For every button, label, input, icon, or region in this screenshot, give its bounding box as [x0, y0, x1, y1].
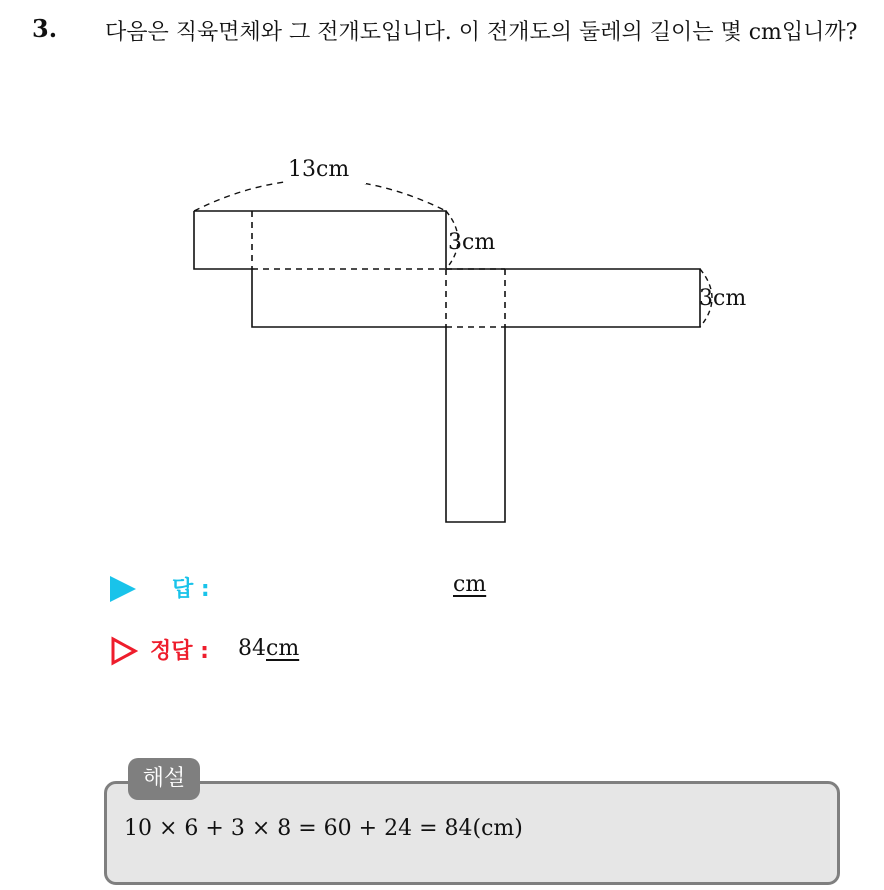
play-arrow-icon [110, 576, 136, 602]
answer-label: 답 : [172, 577, 210, 602]
correct-value [238, 636, 299, 661]
correct-unit: cm [266, 636, 300, 661]
dimension-arc-top [194, 180, 446, 212]
correct-answer-row [108, 634, 528, 670]
correct-label: 정답 : [150, 639, 209, 664]
explanation-formula: 10 × 6 + 3 × 8 = 60 + 24 = 84(cm) [124, 816, 523, 841]
answer-blank[interactable]: cm [453, 572, 487, 597]
label-3cm-1: 3cm [448, 230, 496, 255]
question-number: 3. [32, 14, 58, 43]
question-text: 다음은 직육면체와 그 전개도입니다. 이 전개도의 둘레의 길이는 몇 cm입니까? [105, 20, 858, 45]
correct-number: 84 [238, 636, 266, 661]
answer-row [108, 572, 528, 606]
outline-arrow-icon [110, 636, 138, 666]
label-3cm-2: 3cm [699, 286, 747, 311]
net-outline [194, 211, 700, 522]
label-13cm: 13cm [288, 157, 350, 182]
explanation-tab: 해설 [128, 758, 200, 800]
